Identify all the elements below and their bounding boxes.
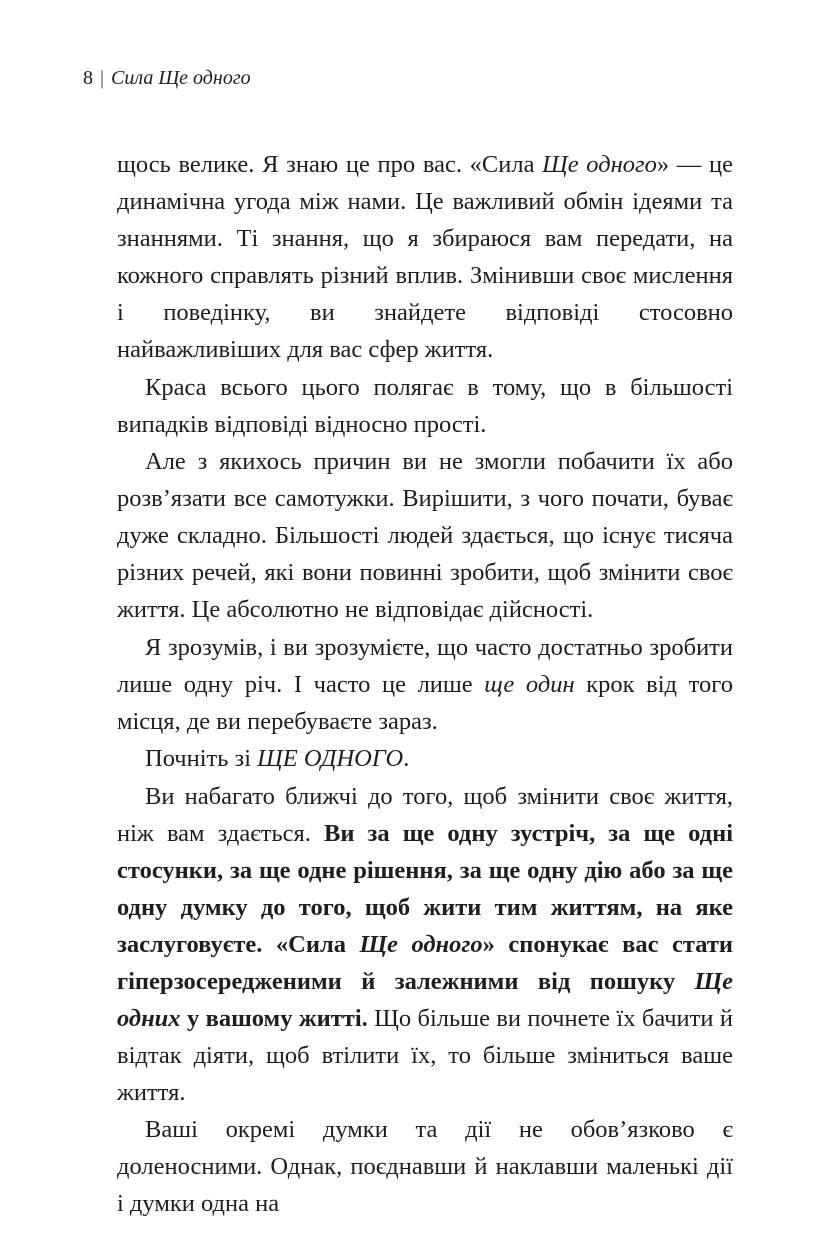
text-run: » спонукає вас стати гіперзосередженими й залежними від пошуку xyxy=(117,930,733,995)
running-head xyxy=(83,64,251,92)
text-run: Але з якихось причин ви не змогли побачити їх або розв’язати все самотужки. Вирішити, з чого почати, буває дуже складно. Більшості людей здається, що існує тисяча різних речей, які вони повинні зробити, щоб змінити своє життя. Це абсолютно не відповідає дійсності. xyxy=(117,448,733,623)
running-head-separator: | xyxy=(100,67,105,89)
text-run: Ще одного xyxy=(542,151,657,178)
paragraph xyxy=(117,629,733,740)
paragraph xyxy=(117,443,733,628)
text-run: Ваші окремі думки та дії не обов’язково є доленосними. Однак, поєднавши й наклавши маленькі дії і думки одна на xyxy=(117,1116,733,1217)
paragraph xyxy=(117,778,733,1111)
text-run: Я зрозумів, і ви зрозумієте, що часто достатньо зробити лише одну річ. І часто це лише xyxy=(117,633,733,698)
text-run: Ви за ще одну зустріч, за ще одні стосунки, за ще одне рішення, за ще одну дію або за ще одну думку до того, щоб жити тим життям, на яке заслуговуєте. «Сила xyxy=(117,819,733,958)
page-number: 8 xyxy=(83,67,93,89)
text-run: щось велике. Я знаю це про вас. «Сила xyxy=(117,151,543,178)
paragraph xyxy=(117,1111,733,1222)
paragraph xyxy=(117,740,733,777)
book-title: Сила Ще одного xyxy=(111,67,251,89)
text-run: Ще одного xyxy=(359,930,483,958)
text-run: Краса всього цього полягає в тому, що в більшості випадків відповіді відносно прості. xyxy=(117,373,733,438)
text-run: ще один xyxy=(484,670,575,698)
paragraph xyxy=(117,146,733,368)
body-text xyxy=(117,146,733,1222)
text-run: » — це динамічна угода між нами. Це важливий обмін ідеями та знаннями. Ті знання, що я збираюся вам передати, на кожного справлять різний вплив. Змінивши своє мислення і поведінку, ви знайдете відповіді стосовно найважливіших для вас сфер життя. xyxy=(117,151,733,363)
text-run: крок від того місця, де ви перебуваєте зараз. xyxy=(117,670,733,735)
text-run: Почніть зі xyxy=(145,745,258,772)
paragraph xyxy=(117,369,733,443)
text-run: Що більше ви почнете їх бачити й відтак діяти, щоб втілити їх, то більше зміниться ваше життя. xyxy=(117,1004,733,1106)
text-run: . xyxy=(403,745,410,772)
text-run: ЩЕ ОДНОГО xyxy=(257,745,404,772)
text-run: Ви набагато ближчі до того, щоб змінити своє життя, ніж вам здається. xyxy=(117,782,733,847)
text-run: у вашому житті. xyxy=(180,1004,368,1032)
text-run: Ще одних xyxy=(117,967,733,1032)
